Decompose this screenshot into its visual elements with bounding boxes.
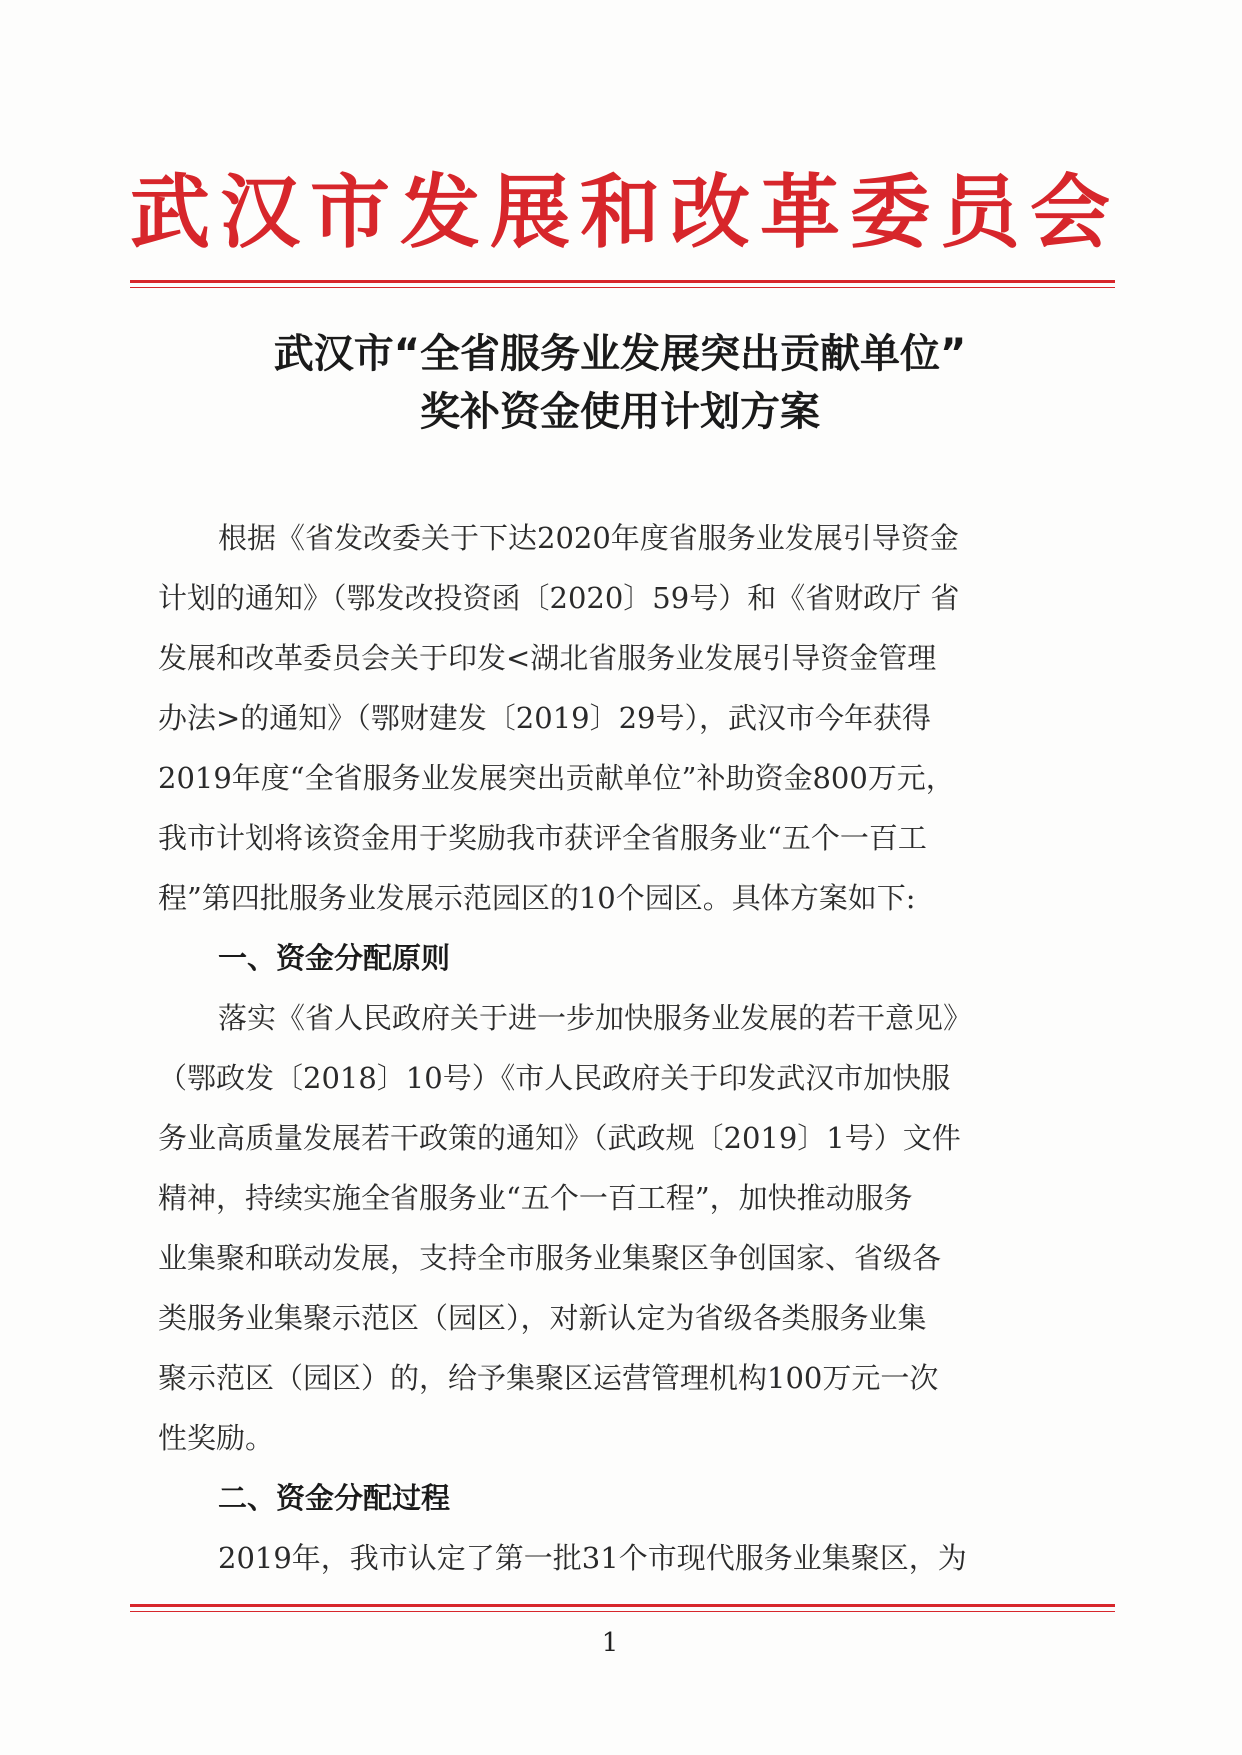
section-heading-2: 二、资金分配过程 xyxy=(218,1481,451,1515)
letterhead-organization: 武汉市发展和改革委员会 xyxy=(130,165,1120,259)
paragraph-line: 2019年度“全省服务业发展突出贡献单位”补助资金800万元， xyxy=(158,761,955,795)
paragraph-line: 根据《省发改委关于下达2020年度省服务业发展引导资金 xyxy=(218,521,959,555)
section1-line: 落实《省人民政府关于进一步加快服务业发展的若干意见》 xyxy=(218,1001,973,1035)
section1-line: 精神，持续实施全省服务业“五个一百工程”，加快推动服务 xyxy=(158,1181,913,1215)
section-heading-1: 一、资金分配原则 xyxy=(218,941,451,975)
section1-line: 聚示范区（园区）的，给予集聚区运营管理机构100万元一次 xyxy=(158,1361,939,1395)
document-title xyxy=(150,325,1090,441)
section1-line: （鄂政发〔2018〕10号）《市人民政府关于印发武汉市加快服 xyxy=(158,1061,951,1095)
letterhead-rule-thin xyxy=(130,287,1115,288)
section1-line: 类服务业集聚示范区（园区），对新认定为省级各类服务业集 xyxy=(158,1301,927,1335)
title-line-1: 武汉市“全省服务业发展突出贡献单位” xyxy=(273,331,967,377)
paragraph-line: 我市计划将该资金用于奖励我市获评全省服务业“五个一百工 xyxy=(158,821,927,855)
title-line-2: 奖补资金使用计划方案 xyxy=(420,389,820,435)
section1-line: 性奖励。 xyxy=(158,1421,275,1455)
section1-line: 务业高质量发展若干政策的通知》（武政规〔2019〕1号）文件 xyxy=(158,1121,961,1155)
paragraph-line: 计划的通知》（鄂发改投资函〔2020〕59号）和《省财政厅 省 xyxy=(158,581,960,615)
footer-rule-thin xyxy=(130,1611,1115,1612)
paragraph-line: 办法>的通知》（鄂财建发〔2019〕29号），武汉市今年获得 xyxy=(158,701,932,735)
section2-line: 2019年，我市认定了第一批31个市现代服务业集聚区，为 xyxy=(218,1541,967,1575)
paragraph-line: 发展和改革委员会关于印发<湖北省服务业发展引导资金管理 xyxy=(158,641,937,675)
document-body xyxy=(158,508,1058,1588)
letterhead-rule xyxy=(130,280,1115,283)
paragraph-line: 程”第四批服务业发展示范园区的10个园区。具体方案如下: xyxy=(158,881,916,915)
page-number: 1 xyxy=(601,1628,619,1658)
section1-line: 业集聚和联动发展，支持全市服务业集聚区争创国家、省级各 xyxy=(158,1241,942,1275)
footer-rule xyxy=(130,1604,1115,1607)
